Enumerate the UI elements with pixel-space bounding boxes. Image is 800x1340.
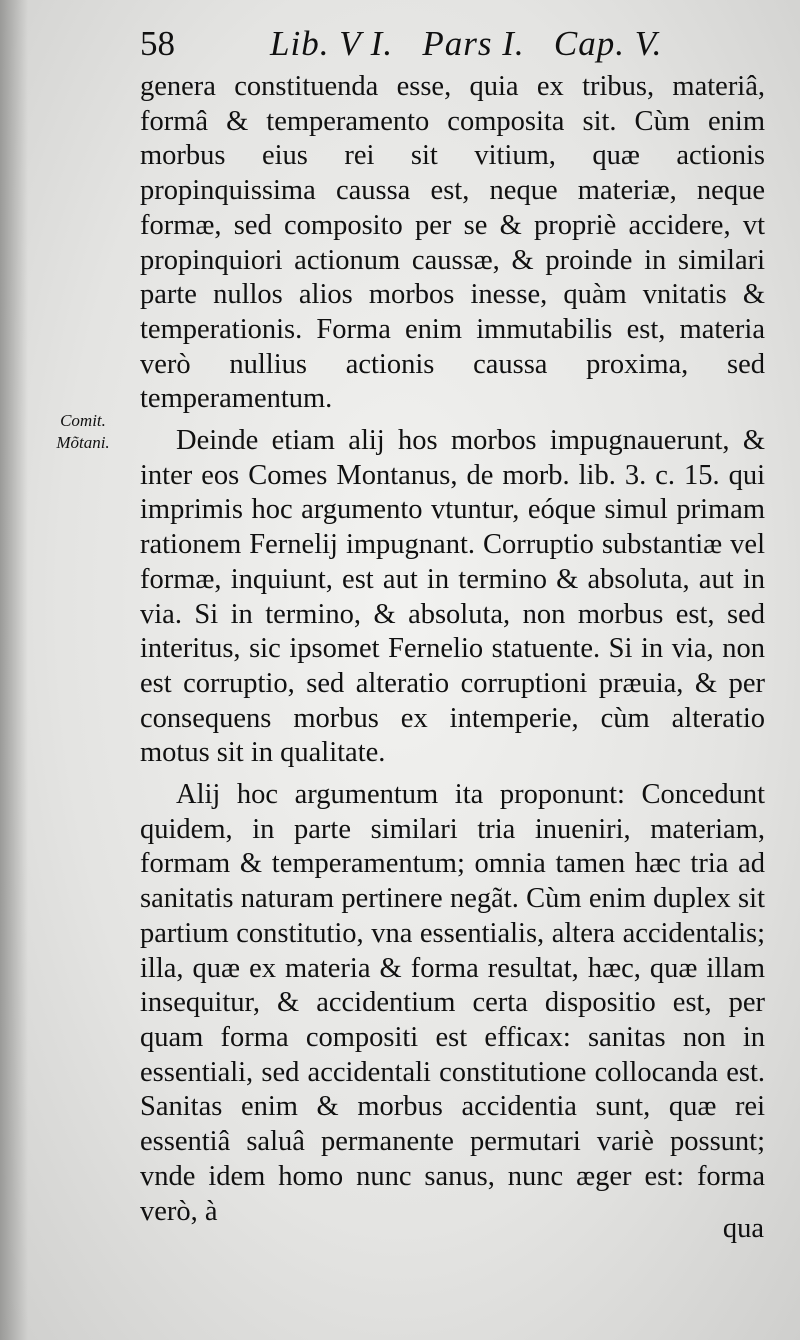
margin-note <box>38 410 128 454</box>
page-header <box>140 22 760 66</box>
paragraph-1: genera constituenda esse, quia ex tribus, materiâ, formâ & temperamento composita sit. Cùm enim morbus eius rei sit vitium, quæ actionis propinquissima caussa est, neque materiæ, neque formæ, sed composito per se & propriè accidere, vt propinquiori actionum caussæ, & proinde in similari parte nullos alios morbos inesse, quàm vnitatis & temperationis. Forma enim immutabilis est, materia verò nullius actionis caussa proxima, sed temperamentum. <box>140 71 765 415</box>
running-head: Lib. V I. Pars I. Cap. V. <box>270 24 663 63</box>
gutter-shadow <box>0 0 28 1340</box>
catchword: qua <box>722 1213 764 1244</box>
main-text <box>140 70 765 1229</box>
paragraph-2: Deinde etiam alij hos morbos impugnauerunt, & inter eos Comes Montanus, de morb. lib. 3. c. 15. qui imprimis hoc argumento vtuntur, eóque simul primam rationem Fernelij impugnant. Corruptio substantiæ vel formæ, inquiunt, est aut in termino & absoluta, aut in via. Si in termino, & absoluta, non morbus est, sed interitus, sic ipsomet Fernelio statuente. Si in via, non est corruptio, sed alteratio corruptioni præuia, & per consequens morbus ex intemperie, cùm alteratio motus sit in qualitate. <box>140 425 765 769</box>
margin-note-line-1: Comit. <box>60 411 106 430</box>
margin-note-line-2: Mõtani. <box>56 433 110 452</box>
paragraph-3: Alij hoc argumentum ita proponunt: Concedunt quidem, in parte similari tria inueniri, materiam, formam & temperamentum; omnia tamen hæc tria ad sanitatis naturam pertinere negãt. Cùm enim duplex sit partium constitutio, vna essentialis, altera accidentalis; illa, quæ ex materia & forma resultat, hæc, quæ illam insequitur, & accidentium certa dispositio est, per quam forma compositi est efficax: sanitas non in essentiali, sed accidentali constitutione collocanda est. Sanitas enim & morbus accidentia sunt, quæ rei essentiâ saluâ permanente permutari variè possunt; vnde idem homo nunc sanus, nunc æger est: forma verò, à <box>140 779 765 1227</box>
page-number: 58 <box>140 24 175 63</box>
